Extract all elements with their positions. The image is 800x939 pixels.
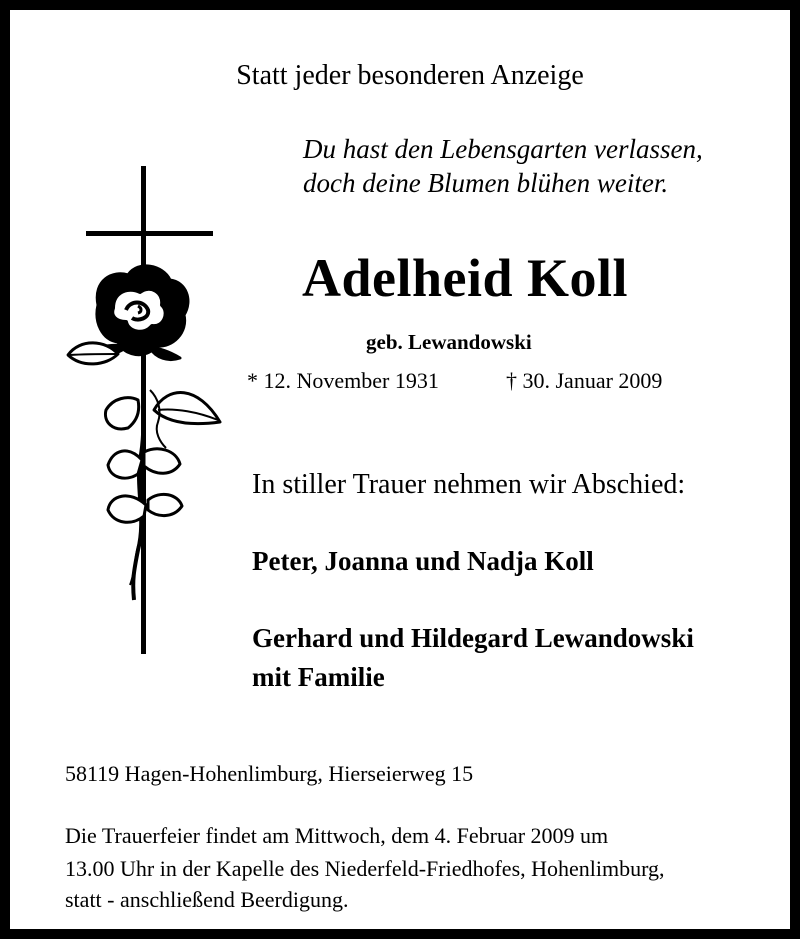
- address: 58119 Hagen-Hohenlimburg, Hierseierweg 15: [65, 761, 474, 786]
- motto-line-1: Du hast den Lebensgarten verlassen,: [303, 134, 703, 164]
- birth-date: * 12. November 1931: [247, 368, 439, 393]
- motto-line-2: doch deine Blumen blühen weiter.: [303, 168, 669, 198]
- header-notice: Statt jeder besonderen Anzeige: [236, 60, 584, 91]
- birth-name: geb. Lewandowski: [366, 330, 532, 354]
- mourner-family-1: Peter, Joanna und Nadja Koll: [252, 546, 594, 576]
- cross-rose-emblem: [58, 160, 228, 660]
- funeral-info-line-1: Die Trauerfeier findet am Mittwoch, dem 4. Februar 2009 um: [65, 823, 609, 848]
- death-date: † 30. Januar 2009: [506, 368, 663, 393]
- deceased-name: Adelheid Koll: [301, 248, 629, 308]
- mourner-family-2-suffix: mit Familie: [252, 662, 385, 692]
- mourner-family-2: Gerhard und Hildegard Lewandowski: [252, 623, 694, 653]
- funeral-info-line-3: statt - anschließend Beerdigung.: [65, 887, 349, 912]
- funeral-info-line-2: 13.00 Uhr in der Kapelle des Niederfeld-Friedhofes, Hohenlimburg,: [65, 856, 665, 881]
- mourning-line: In stiller Trauer nehmen wir Abschied:: [252, 469, 686, 500]
